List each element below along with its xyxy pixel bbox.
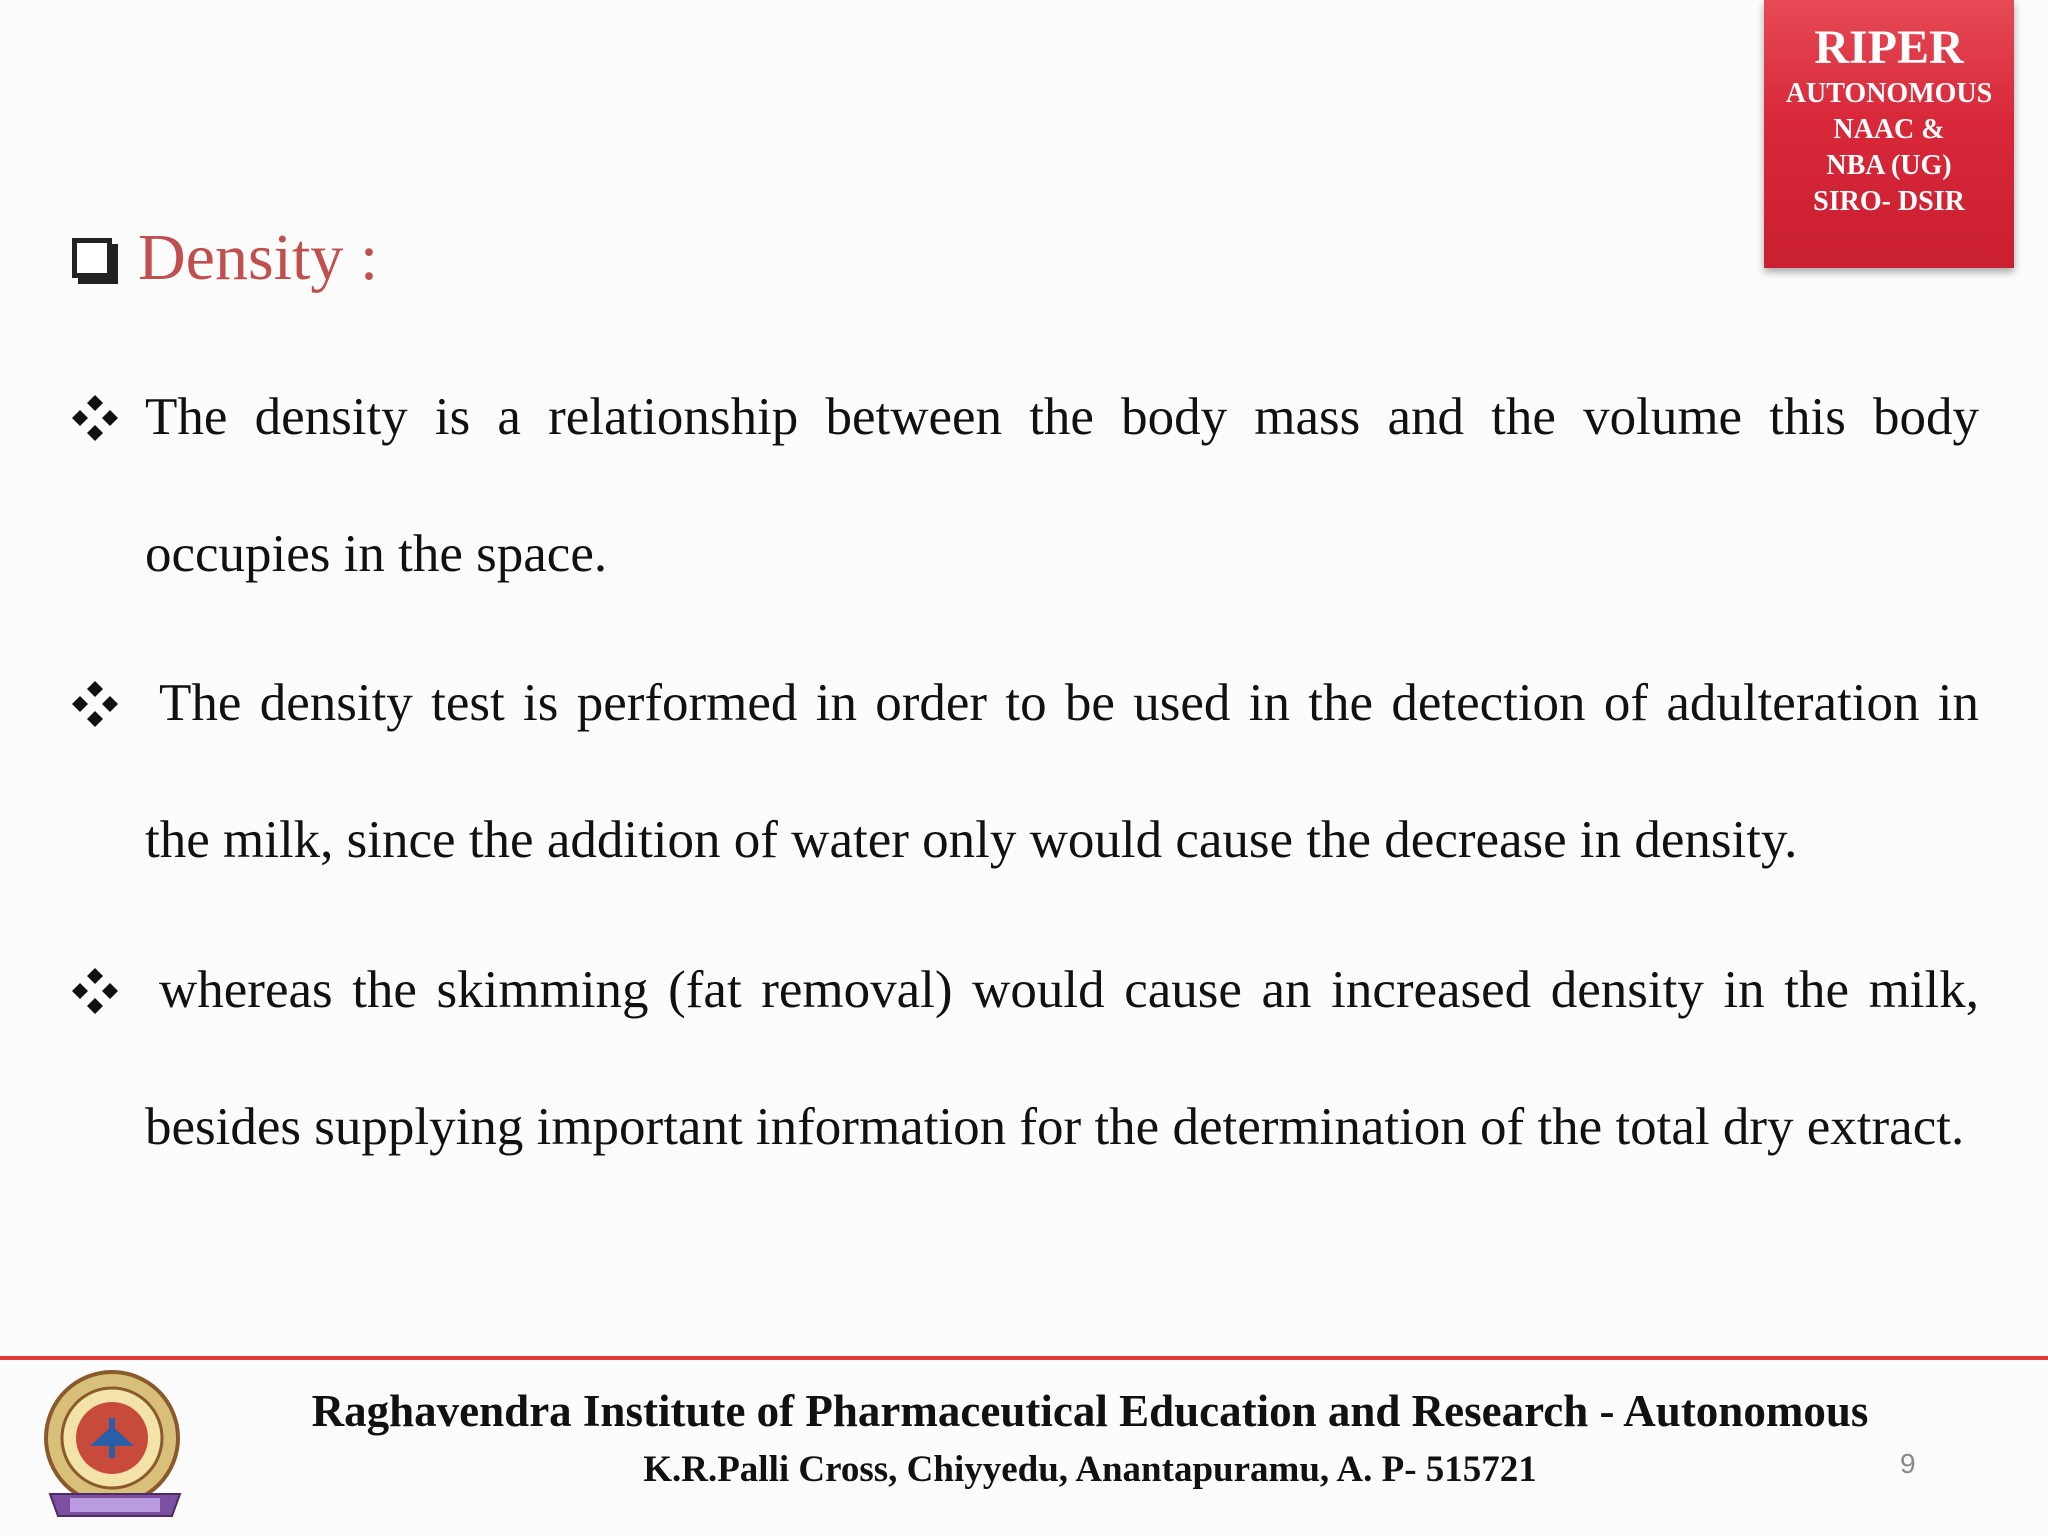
badge-line-siro: SIRO- DSIR xyxy=(1813,186,1965,217)
bullet-item-1: The density is a relationship between the body mass and the volume this body occupies in the space. xyxy=(145,388,1979,583)
badge-line-nba: NBA (UG) xyxy=(1826,150,1952,181)
accreditation-badge xyxy=(1764,0,2014,268)
diamond-bullet-icon xyxy=(70,393,120,443)
footer-divider xyxy=(0,1356,2048,1360)
page-number: 9 xyxy=(1900,1448,1916,1479)
badge-line-naac: NAAC & xyxy=(1833,114,1945,145)
slide-heading xyxy=(72,216,378,300)
institute-name: Raghavendra Institute of Pharmaceutical Education and Research - Autonomous xyxy=(311,1386,1869,1436)
diamond-bullet-icon xyxy=(70,966,120,1016)
checkbox-icon xyxy=(72,238,112,278)
diamond-bullet-icon xyxy=(70,679,120,729)
heading-text: Density : xyxy=(138,221,379,294)
badge-title: RIPER xyxy=(1814,21,1964,74)
bullet-item-3: whereas the skimming (fat removal) would cause an increased density in the milk, besides supplying important information for the determination of the total dry extract. xyxy=(145,961,1979,1156)
institute-seal-icon xyxy=(40,1366,190,1526)
badge-line-autonomous: AUTONOMOUS xyxy=(1785,78,1993,109)
bullet-item-2: The density test is performed in order to be used in the detection of adulteration in the milk, since the addition of water only would cause the decrease in density. xyxy=(145,674,1979,869)
institute-address: K.R.Palli Cross, Chiyyedu, Anantapuramu, A. P- 515721 xyxy=(643,1449,1537,1490)
